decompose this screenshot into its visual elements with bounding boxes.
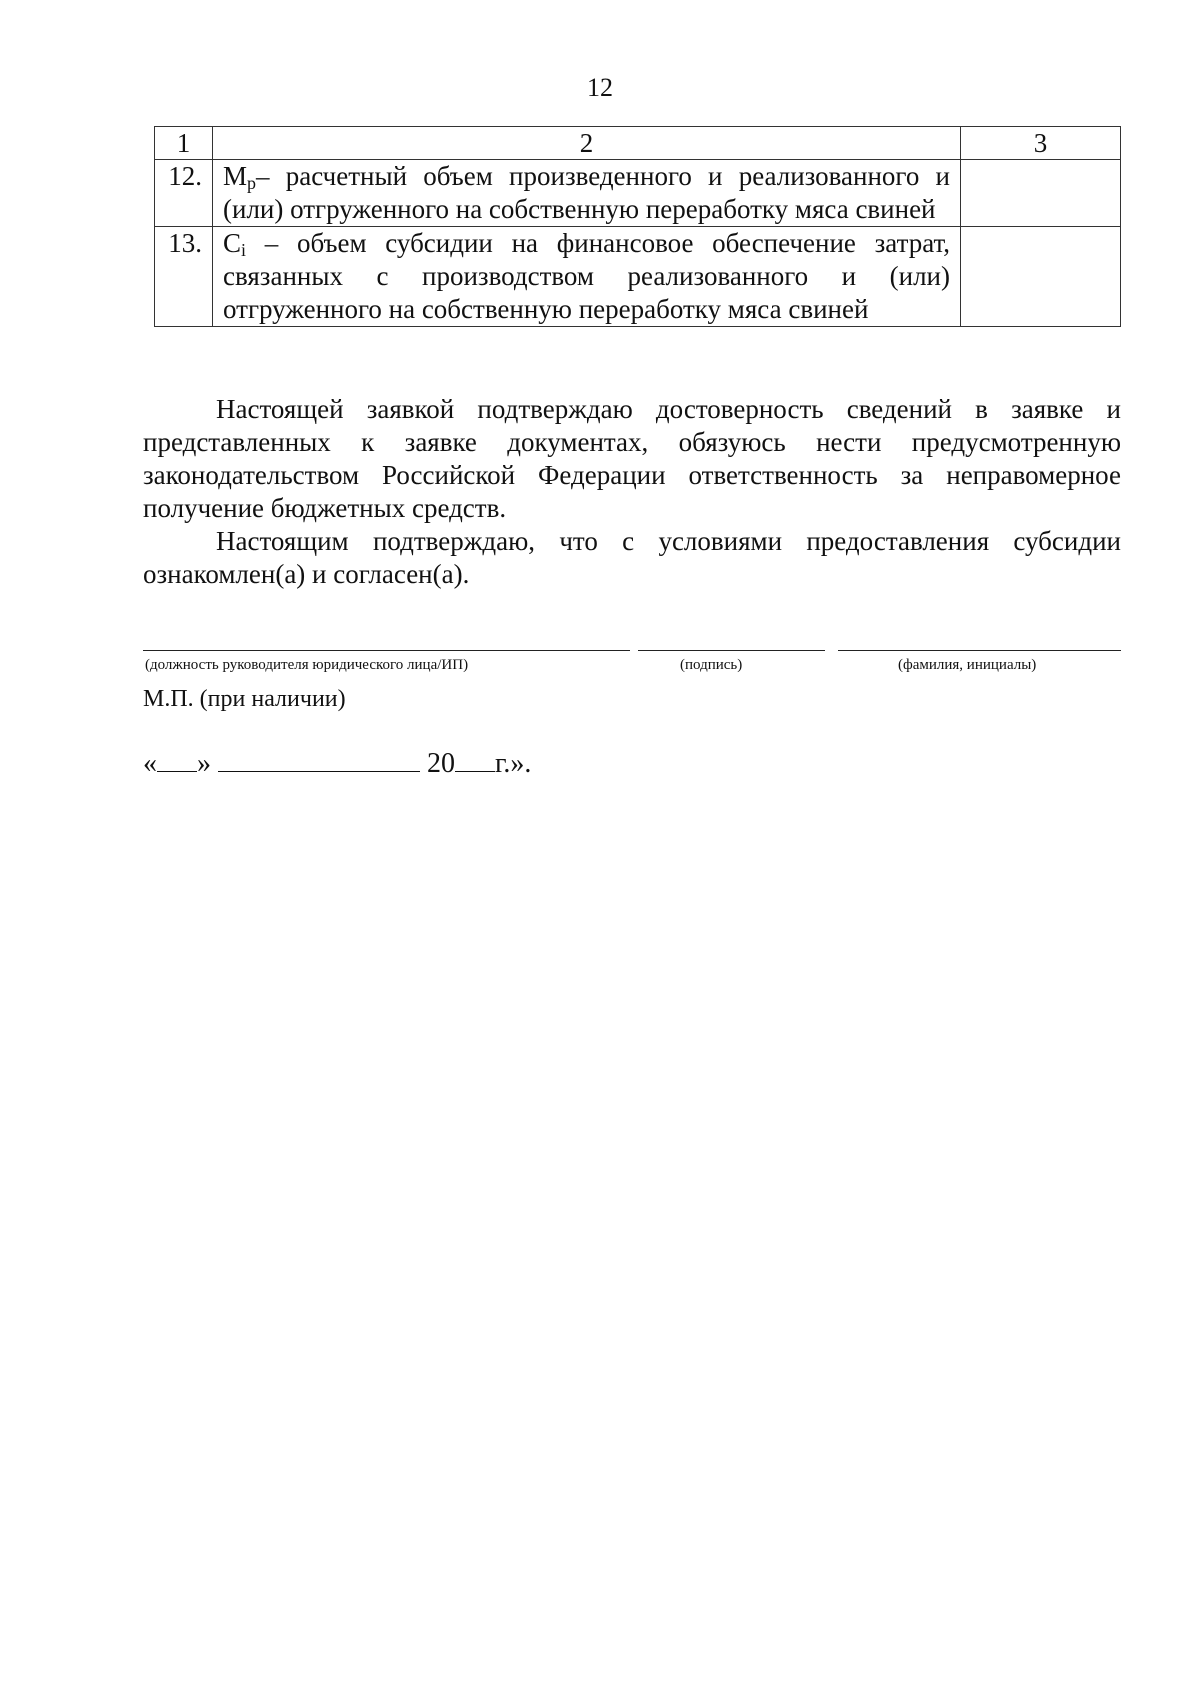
table-header-row: [155, 127, 1121, 160]
column-header-3: 3: [961, 127, 1121, 160]
declaration-paragraph-1: Настоящей заявкой подтверждаю достоверность сведений в заявке и представленных к заявке документах, обязуюсь нести предусмотренную законодательством Российской Федерации ответственность за неправомерное получение бюджетных средств.: [143, 394, 1121, 523]
stamp-label: М.П. (при наличии): [143, 686, 346, 712]
date-open-quote: «: [143, 748, 157, 779]
row-text: – объем субсидии на финансовое обеспечение затрат, связанных с производством реализованного и (или) отгруженного на собственную переработку мяса свиней: [223, 228, 950, 324]
symbol-subscript: i: [241, 240, 247, 260]
declaration-text: [143, 393, 1121, 591]
date-suffix: г.».: [495, 748, 532, 779]
page-number: 12: [587, 73, 613, 102]
date-close-quote: »: [197, 748, 211, 779]
year-prefix: 20: [427, 748, 455, 779]
position-caption: (должность руководителя юридического лица/ИП): [145, 657, 469, 673]
application-table: [154, 126, 1121, 327]
row-number: 13.: [155, 227, 213, 327]
row-description: [213, 160, 961, 227]
name-caption: (фамилия, инициалы): [898, 657, 1037, 673]
symbol-letter: C: [223, 228, 242, 258]
day-blank[interactable]: [157, 745, 197, 772]
name-signature-line[interactable]: [838, 650, 1121, 651]
column-header-1: 1: [155, 127, 213, 160]
signature-line[interactable]: [638, 650, 825, 651]
column-header-2: 2: [213, 127, 961, 160]
row-description: [213, 227, 961, 327]
row-text: – расчетный объем произведенного и реализованного и (или) отгруженного на собственную переработку мяса свиней: [223, 161, 950, 224]
symbol-letter: M: [223, 161, 248, 191]
symbol-subscript: p: [247, 173, 257, 193]
position-signature-line[interactable]: [143, 650, 630, 651]
date-line: [143, 745, 531, 781]
signature-caption: (подпись): [680, 657, 743, 673]
declaration-paragraph-2: Настоящим подтверждаю, что с условиями предоставления субсидии ознакомлен(а) и согласен(а).: [143, 526, 1121, 589]
year-blank[interactable]: [455, 745, 495, 772]
formula-symbol: [223, 161, 256, 191]
month-blank[interactable]: [218, 745, 420, 772]
row-value-cell[interactable]: [961, 227, 1121, 327]
row-number: 12.: [155, 160, 213, 227]
table-row: [155, 227, 1121, 327]
formula-symbol: [223, 228, 246, 258]
row-value-cell[interactable]: [961, 160, 1121, 227]
table-row: [155, 160, 1121, 227]
